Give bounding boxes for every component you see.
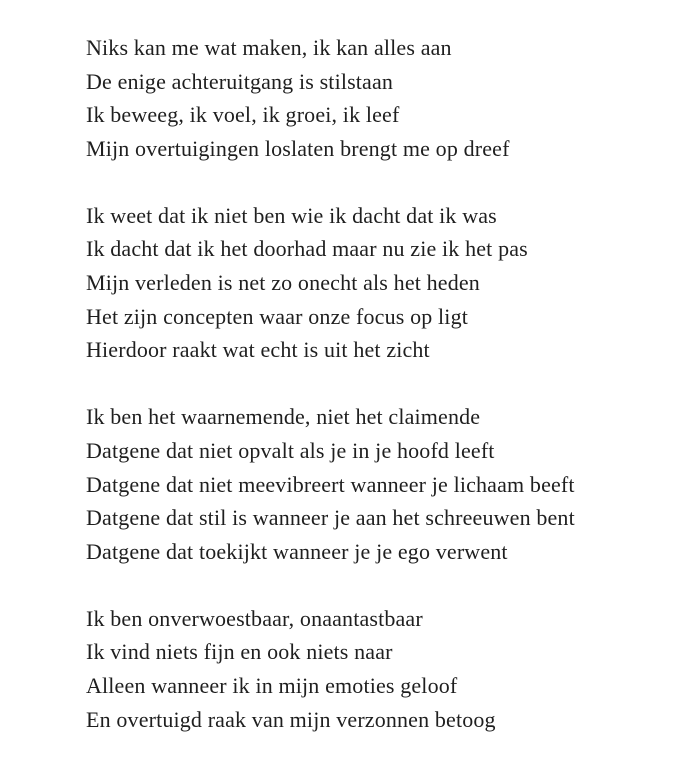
- poem-line: Datgene dat niet opvalt als je in je hoofd leeft: [86, 437, 495, 463]
- poem-line: Niks kan me wat maken, ik kan alles aan: [86, 35, 452, 60]
- stanza-4: [86, 602, 686, 736]
- stanza-1: [86, 31, 686, 165]
- poem-line: Mijn overtuigingen loslaten brengt me op dreef: [86, 135, 510, 161]
- poem-line: Hierdoor raakt wat echt is uit het zicht: [86, 337, 430, 363]
- poem-line: Het zijn concepten waar onze focus op ligt: [86, 303, 468, 329]
- poem-line: Ik ben onverwoestbaar, onaantastbaar: [86, 605, 423, 631]
- stanza-2: [86, 199, 686, 367]
- poem-line: En overtuigd raak van mijn verzonnen betoog: [86, 706, 496, 732]
- poem-line: Mijn verleden is net zo onecht als het heden: [86, 270, 480, 296]
- poem-line: Datgene dat niet meevibreert wanneer je lichaam beeft: [86, 471, 575, 497]
- poem-line: Datgene dat stil is wanneer je aan het schreeuwen bent: [86, 505, 575, 531]
- poem-line: Ik weet dat ik niet ben wie ik dacht dat ik was: [86, 202, 497, 228]
- poem-line: Datgene dat toekijkt wanneer je je ego verwent: [86, 538, 508, 564]
- poem-line: Ik ben het waarnemende, niet het claimende: [86, 404, 481, 430]
- poem-line: Alleen wanneer ik in mijn emoties geloof: [86, 673, 458, 698]
- poem-line: De enige achteruitgang is stilstaan: [86, 68, 394, 94]
- poem: [86, 31, 686, 736]
- poem-line: Ik vind niets fijn en ook niets naar: [86, 639, 393, 665]
- poem-line: Ik dacht dat ik het doorhad maar nu zie ik het pas: [86, 236, 528, 262]
- poem-line: Ik beweeg, ik voel, ik groei, ik leef: [86, 102, 400, 128]
- stanza-3: [86, 400, 686, 568]
